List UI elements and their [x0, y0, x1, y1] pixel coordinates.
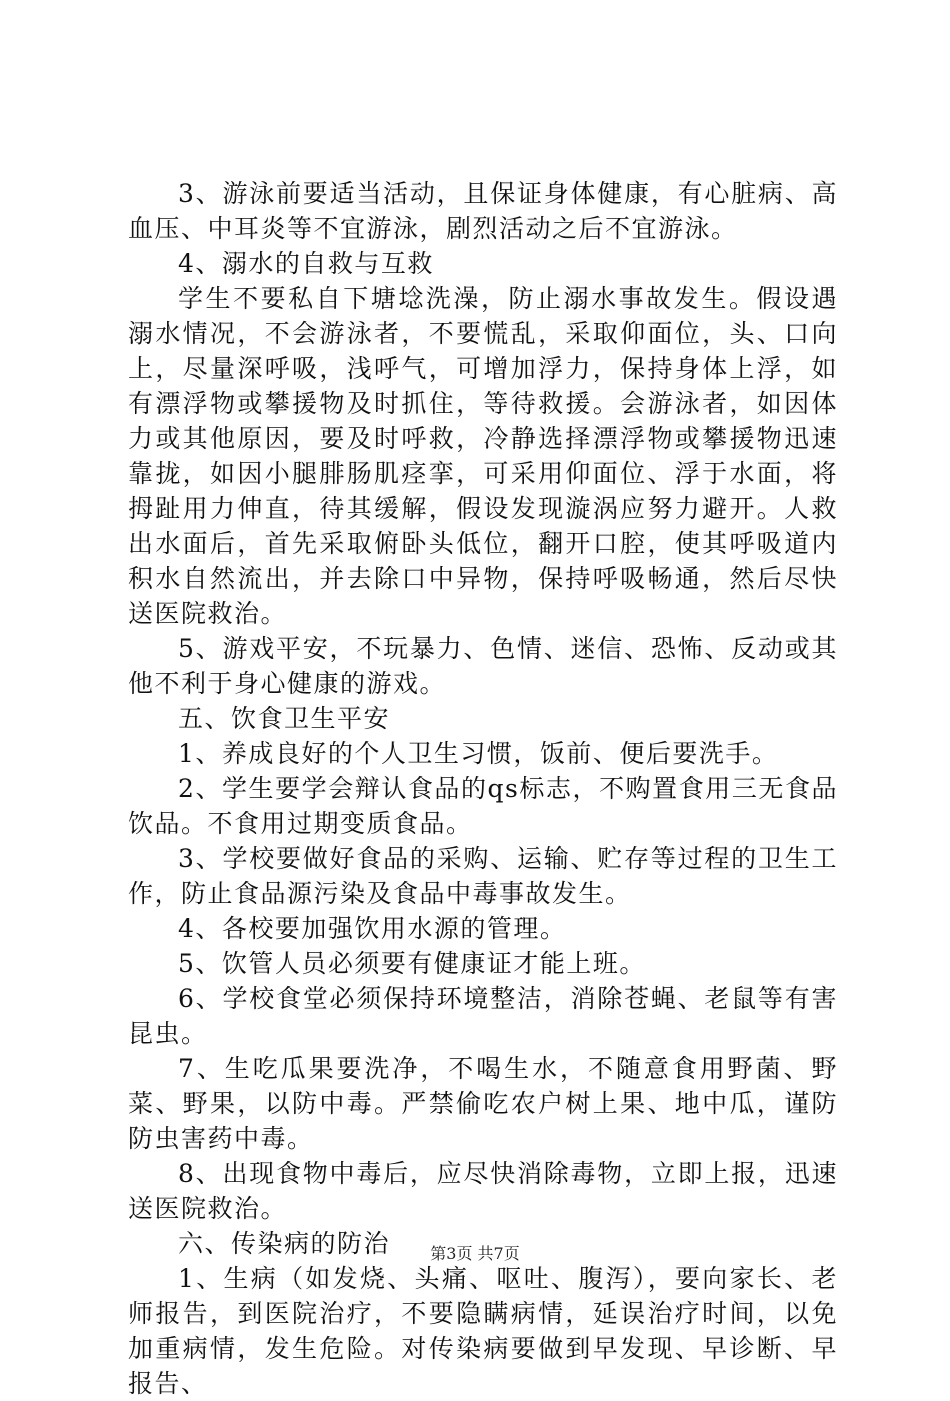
- paragraph-food-4: 4、各校要加强饮用水源的管理。: [178, 914, 567, 943]
- heading-food-hygiene: 五、饮食卫生平安: [178, 704, 391, 733]
- paragraph-disease-1: 1、生病（如发烧、头痛、呕吐、腹泻），要向家长、老师报告，到医院治疗，不要隐瞒病情，延误治疗时间，以免加重病情，发生危险。对传染病要做到早发现、早诊断、早报告、: [128, 1264, 838, 1398]
- paragraph-game-safety: 5、游戏平安，不玩暴力、色情、迷信、恐怖、反动或其他不利于身心健康的游戏。: [128, 634, 838, 698]
- paragraph-drowning-rescue: 学生不要私自下塘埝洗澡，防止溺水事故发生。假设遇溺水情况，不会游泳者，不要慌乱，采取仰面位，头、口向上，尽量深呼吸，浅呼气，可增加浮力，保持身体上浮，如有漂浮物或攀援物及时抓住，等待救援。会游泳者，如因体力或其他原因，要及时呼救，冷静选择漂浮物或攀援物迅速靠拢，如因小腿腓肠肌痉挛，可采用仰面位、浮于水面，将拇趾用力伸直，待其缓解，假设发现漩涡应努力避开。人救出水面后，首先采取俯卧头低位，翻开口腔，使其呼吸道内积水自然流出，并去除口中异物，保持呼吸畅通，然后尽快送医院救治。: [128, 284, 838, 628]
- paragraph-food-7: 7、生吃瓜果要洗净，不喝生水，不随意食用野菌、野菜、野果，以防中毒。严禁偷吃农户树上果、地中瓜，谨防防虫害药中毒。: [128, 1054, 838, 1153]
- heading-drowning-rescue: 4、溺水的自救与互救: [178, 249, 434, 278]
- document-body: [128, 176, 838, 1401]
- paragraph-swimming-health: 3、游泳前要适当活动，且保证身体健康，有心脏病、高血压、中耳炎等不宜游泳，剧烈活动之后不宜游泳。: [128, 179, 838, 243]
- heading-infectious-disease: 六、传染病的防治: [178, 1229, 391, 1258]
- paragraph-food-5: 5、饮管人员必须要有健康证才能上班。: [178, 949, 646, 978]
- paragraph-food-2: 2、学生要学会辩认食品的qs标志，不购置食用三无食品饮品。不食用过期变质食品。: [128, 774, 838, 838]
- paragraph-food-1: 1、养成良好的个人卫生习惯，饭前、便后要洗手。: [178, 739, 779, 768]
- paragraph-food-6: 6、学校食堂必须保持环境整洁，消除苍蝇、老鼠等有害昆虫。: [128, 984, 838, 1048]
- paragraph-food-8: 8、出现食物中毒后，应尽快消除毒物，立即上报，迅速送医院救治。: [128, 1159, 838, 1223]
- paragraph-food-3: 3、学校要做好食品的采购、运输、贮存等过程的卫生工作，防止食品源污染及食品中毒事故发生。: [128, 844, 838, 908]
- page-footer: 第3页 共7页: [430, 1244, 520, 1263]
